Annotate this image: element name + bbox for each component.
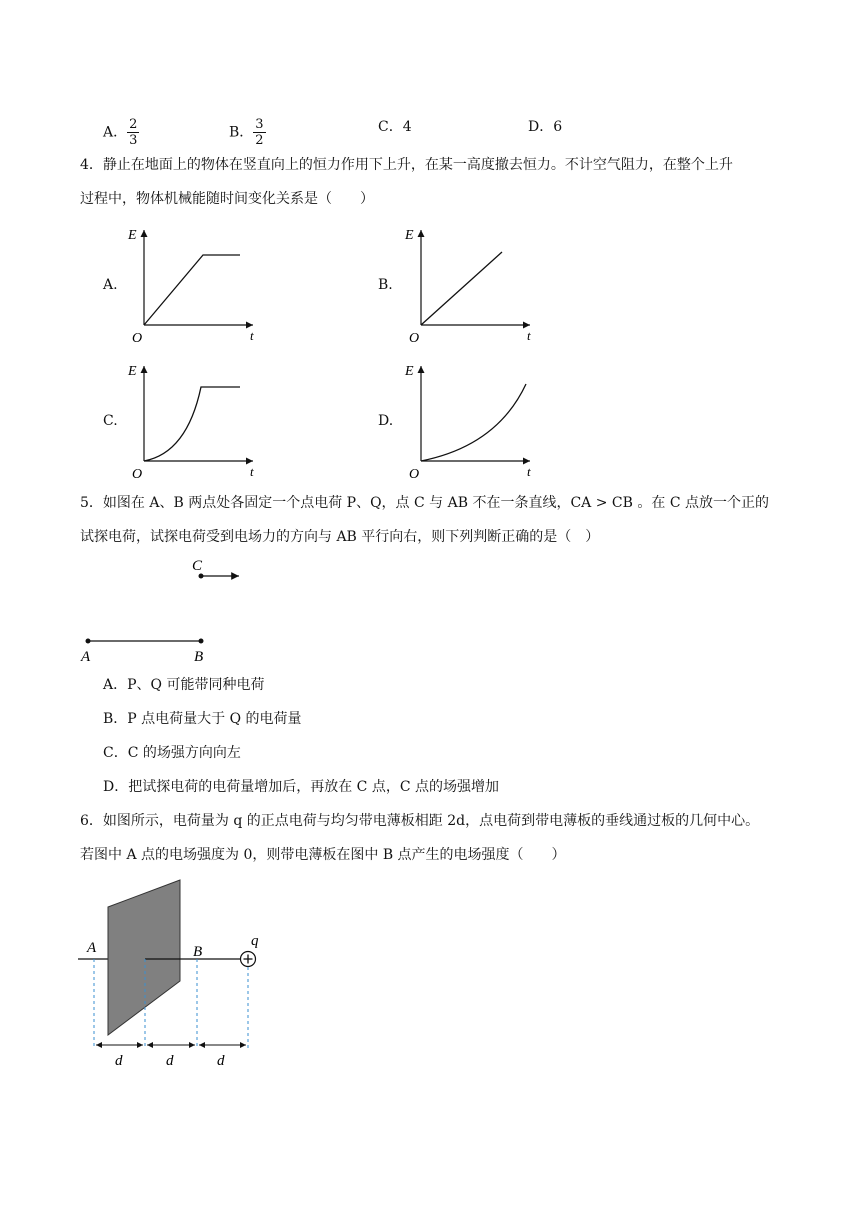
energy-curve	[421, 384, 526, 461]
q5-stem-line2: 试探电荷，试探电荷受到电场力的方向与 AB 平行向右，则下列判断正确的是（ ）	[80, 529, 600, 545]
q5-option-b: B．P 点电荷量大于 Q 的电荷量	[103, 711, 302, 727]
charge-q-label: q	[251, 933, 259, 949]
fraction: $\frac{3}{2}$	[255, 117, 264, 148]
x-axis-label: t	[527, 328, 531, 343]
q4-graph-b	[402, 222, 542, 347]
q4-graph-b-label: B.	[378, 277, 393, 293]
energy-curve	[144, 255, 240, 325]
origin-label: O	[409, 331, 420, 346]
q4-graph-a	[125, 222, 265, 347]
q4-stem-line1: 4．静止在地面上的物体在竖直向上的恒力作用下上升，在某一高度撤去恒力。不计空气阻力，在整个上升	[80, 157, 733, 173]
q4-graph-d-label: D.	[378, 413, 394, 429]
q3-option-c: C．4	[378, 119, 412, 135]
q4-graph-c	[125, 358, 265, 483]
q6-stem-line1: 6．如图所示，电荷量为 q 的正点电荷与均匀带电薄板相距 2d，点电荷到带电薄板的垂线通过板的几何中心。	[80, 813, 760, 829]
y-axis-label: E	[128, 364, 137, 379]
point-a-label: A	[87, 940, 97, 956]
point-b	[199, 639, 204, 644]
q5-option-d: D．把试探电荷的电荷量增加后，再放在 C 点，C 点的场强增加	[103, 779, 499, 795]
energy-curve	[144, 387, 240, 461]
q3-option-a: A． $\frac{2}{3}$	[103, 117, 138, 148]
origin-label: O	[132, 467, 143, 482]
point-a	[86, 639, 91, 644]
q6-figure	[75, 875, 285, 1075]
q5-stem-line1: 5．如图在 A、B 两点处各固定一个点电荷 P、Q，点 C 与 AB 不在一条直线，CA > CB 。在 C 点放一个正的	[80, 495, 769, 511]
y-axis-label: E	[128, 228, 137, 243]
q4-graph-d	[402, 358, 542, 483]
point-b-label: B	[194, 649, 204, 665]
point-a-label: A	[81, 649, 91, 665]
origin-label: O	[132, 331, 143, 346]
point-b-label: B	[193, 944, 203, 960]
y-axis-label: E	[405, 364, 414, 379]
distance-label-2: d	[166, 1053, 174, 1069]
origin-label: O	[409, 467, 420, 482]
q5-figure	[75, 552, 255, 667]
distance-label-1: d	[115, 1053, 123, 1069]
q5-option-c: C．C 的场强方向向左	[103, 745, 241, 761]
fraction: $\frac{2}{3}$	[129, 117, 138, 148]
q4-graph-c-label: C.	[103, 413, 118, 429]
q3-option-d: D．6	[528, 119, 563, 135]
energy-curve	[421, 252, 502, 325]
q3-option-b: B． $\frac{3}{2}$	[229, 117, 264, 148]
q5-option-a: A．P、Q 可能带同种电荷	[103, 677, 265, 693]
q4-stem-line2: 过程中，物体机械能随时间变化关系是（ ）	[80, 191, 374, 207]
q6-stem-line2: 若图中 A 点的电场强度为 0，则带电薄板在图中 B 点产生的电场强度（ ）	[80, 847, 566, 863]
q4-graph-a-label: A.	[103, 277, 118, 293]
distance-label-3: d	[217, 1053, 225, 1069]
x-axis-label: t	[527, 464, 531, 479]
x-axis-label: t	[250, 464, 254, 479]
charged-plate	[108, 880, 180, 1035]
point-c-label: C	[192, 558, 203, 574]
x-axis-label: t	[250, 328, 254, 343]
y-axis-label: E	[405, 228, 414, 243]
